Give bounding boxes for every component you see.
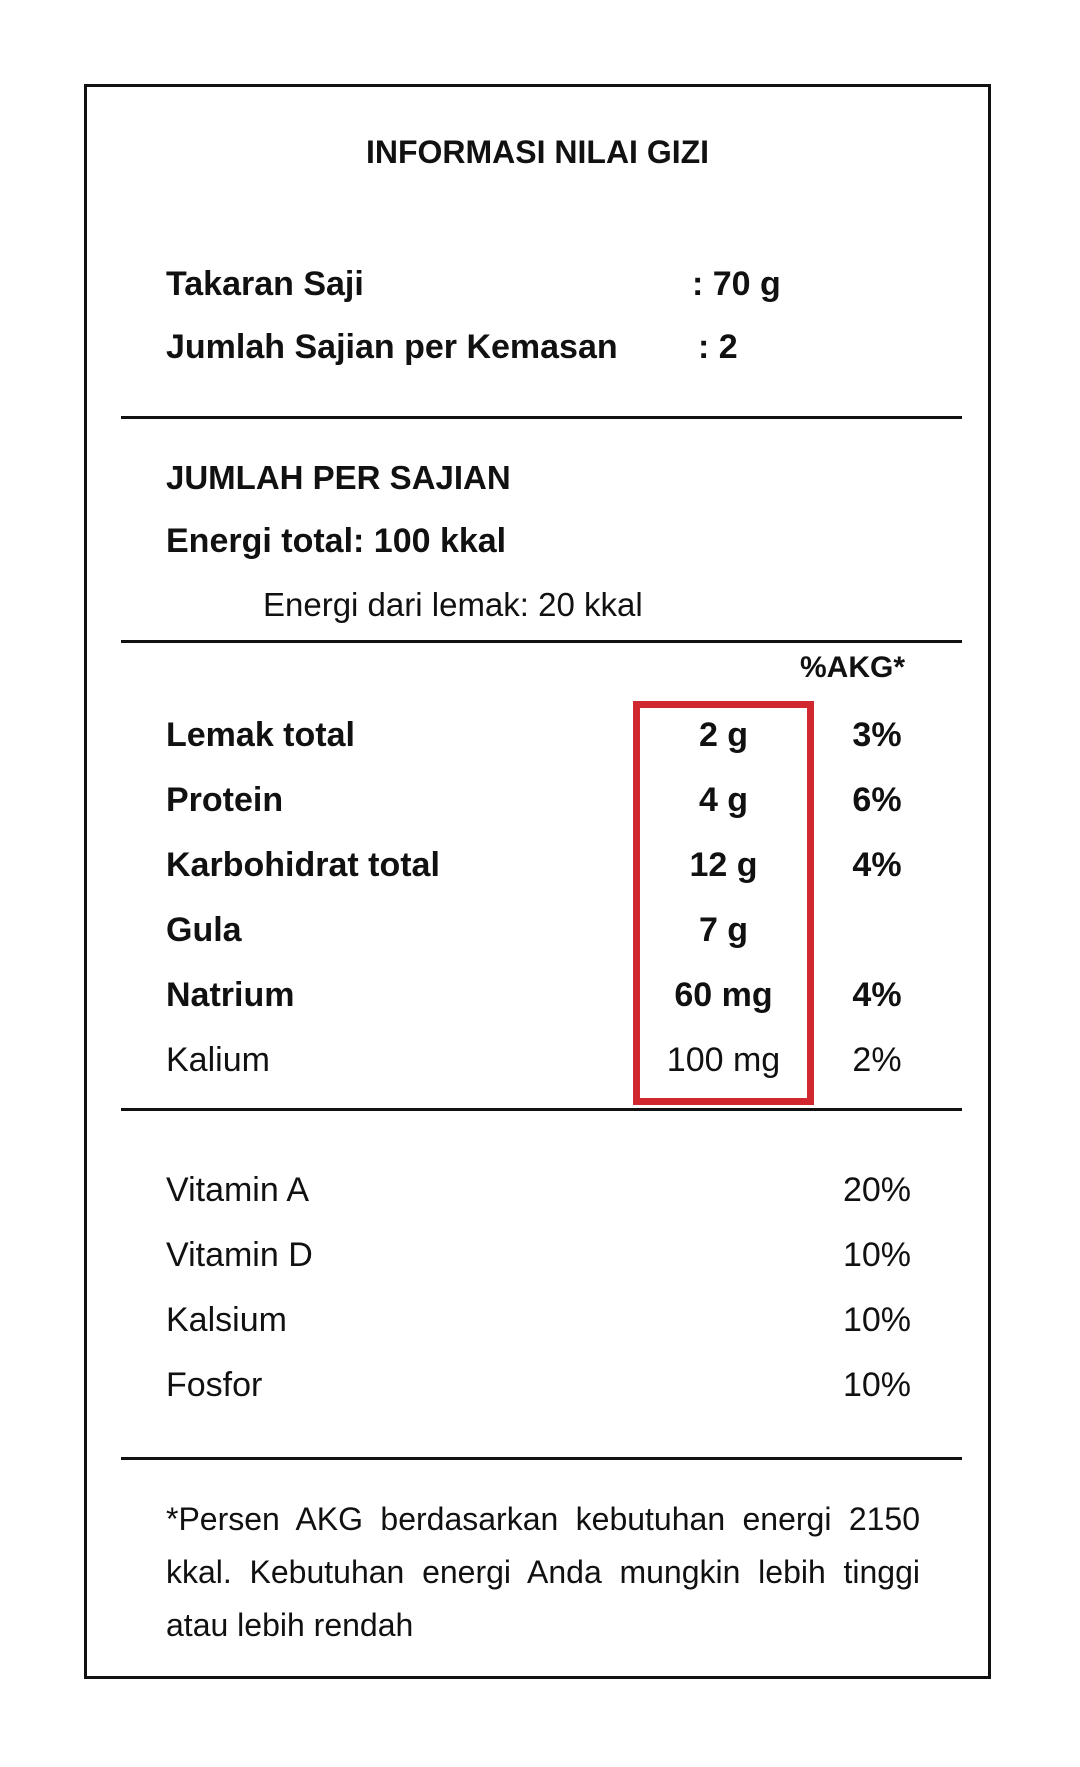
label-title: INFORMASI NILAI GIZI [365, 134, 710, 170]
nutrient-akg: 4% [852, 976, 902, 1014]
vitamin-akg: 10% [842, 1301, 912, 1339]
nutrient-amount: 12 g [689, 846, 758, 884]
nutrient-name: Natrium [166, 976, 295, 1014]
nutrient-name: Gula [166, 911, 242, 949]
vitamin-name: Vitamin D [166, 1236, 313, 1274]
vitamin-akg: 10% [842, 1366, 912, 1404]
divider [121, 640, 962, 643]
nutrient-akg: 3% [852, 716, 902, 754]
nutrient-name: Karbohidrat total [166, 846, 440, 884]
nutrient-amount: 4 g [698, 781, 749, 819]
nutrition-label [84, 84, 991, 1679]
vitamin-name: Vitamin A [166, 1171, 310, 1209]
nutrient-name: Lemak total [166, 716, 355, 754]
nutrient-name: Protein [166, 781, 284, 819]
nutrient-amount: 7 g [698, 911, 749, 949]
akg-header: %AKG* [800, 651, 906, 684]
nutrient-amount: 2 g [698, 716, 749, 754]
vitamin-name: Fosfor [166, 1366, 263, 1404]
nutrient-name: Kalium [166, 1041, 270, 1079]
vitamin-name: Kalsium [166, 1301, 287, 1339]
serving-size-label: Takaran Saji [166, 265, 364, 303]
nutrient-akg: 6% [852, 781, 902, 819]
per-serving-heading: JUMLAH PER SAJIAN [166, 459, 511, 496]
amount-column-highlight [633, 701, 814, 1105]
vitamin-akg: 20% [842, 1171, 912, 1209]
akg-footnote: *Persen AKG berdasarkan kebutuhan energi 2150 kkal. Kebutuhan energi Anda mungkin lebih tinggi atau lebih rendah [166, 1501, 920, 1643]
serving-size-value: : 70 g [692, 265, 781, 303]
divider [121, 1108, 962, 1111]
energy-total: Energi total: 100 kkal [166, 522, 507, 560]
vitamin-akg: 10% [842, 1236, 912, 1274]
nutrient-akg: 2% [852, 1041, 902, 1079]
nutrient-amount: 100 mg [666, 1041, 781, 1079]
nutrient-akg: 4% [852, 846, 902, 884]
divider [121, 1457, 962, 1460]
servings-per-pack-label: Jumlah Sajian per Kemasan [166, 328, 618, 366]
nutrient-amount: 60 mg [674, 976, 773, 1014]
servings-per-pack-value: : 2 [698, 328, 738, 366]
energy-from-fat: Energi dari lemak: 20 kkal [263, 586, 643, 623]
divider [121, 416, 962, 419]
